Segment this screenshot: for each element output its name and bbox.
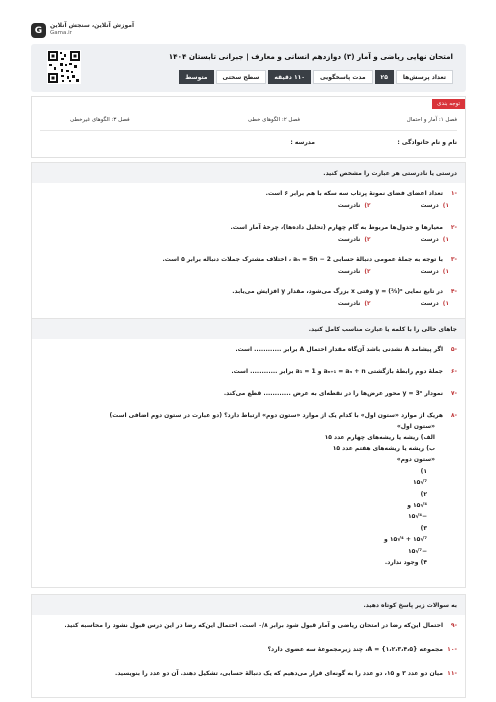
- column-2-item: ۲): [420, 491, 427, 498]
- question-2: [39, 223, 457, 247]
- question-text: جملهٔ دوم رابطهٔ بازگشتی aₙ₊₁ = aₙ + n و a₁ = 1 برابر ............ است.: [231, 368, 443, 375]
- question-number: -۷: [450, 390, 457, 397]
- question-5: [39, 345, 457, 357]
- question-count-label: تعداد پرسش‌ها: [396, 70, 453, 84]
- question-7: [39, 389, 457, 401]
- question-number: -۲: [450, 224, 457, 231]
- question-count-value: ۲۵: [375, 70, 394, 84]
- short-answer-section: [31, 594, 466, 698]
- option-number: ۱): [442, 269, 449, 275]
- question-number: -۵: [450, 346, 457, 353]
- question-number: -۱۱: [447, 670, 457, 677]
- column-2-item: ۳): [420, 525, 427, 532]
- question-text: نمودار y = 3ˣ محور عرض‌ها را در نقطه‌ای به عرض ............ قطع می‌کند.: [223, 390, 443, 397]
- chapter-2: فصل ۲: الگوهای خطی: [247, 117, 300, 123]
- question-number: -۴: [450, 288, 457, 295]
- duration-label: مدت پاسخگویی: [313, 70, 373, 84]
- question-text: هریک از موارد «ستون اول» با کدام یک از موارد «ستون دوم» ارتباط دارد؟ (دو عبارت در ستون دوم اضافی است): [109, 412, 443, 419]
- column-1-title: «ستون اول»: [396, 423, 435, 430]
- option-number: ۲): [364, 301, 371, 307]
- question-text: مجموعه {۱،۲،۳،۴،۵} = A، چند زیرمجموعهٔ سه عضوی دارد؟: [267, 646, 443, 653]
- column-2-title: «ستون دوم»: [396, 456, 435, 463]
- column-2-item: ⁴√۱۵ و: [407, 502, 427, 509]
- option-number: ۲): [364, 203, 371, 209]
- question-number: -۱: [450, 190, 457, 197]
- question-10: [39, 645, 457, 657]
- name-field-label: نام و نام خانوادگی :: [397, 139, 457, 146]
- section-title: جاهای خالی را با کلمه یا عبارت مناسب کامل کنید.: [32, 319, 465, 339]
- option-false[interactable]: نادرست: [337, 301, 361, 307]
- column-1-item: ب) ریشه یا ریشه‌های هفتم عدد ۱۵: [332, 445, 435, 452]
- answer-options: [338, 268, 449, 277]
- section-tag: توجه بندی: [432, 99, 465, 109]
- column-2-item: ۱): [420, 468, 427, 475]
- option-number: ۱): [442, 203, 449, 209]
- column-2-item: −⁷√۱۵: [407, 548, 427, 555]
- option-number: ۲): [364, 237, 371, 243]
- option-true[interactable]: درست: [420, 269, 439, 275]
- option-number: ۱): [442, 237, 449, 243]
- site-domain[interactable]: Gama.ir: [50, 30, 72, 36]
- option-number: ۱): [442, 301, 449, 307]
- answer-options: [338, 236, 449, 245]
- option-number: ۲): [364, 269, 371, 275]
- question-text: در تابع نمایی y = (⅔)ˣ وقتی x بزرگ می‌شود، مقدار y افزایش می‌یابد.: [232, 288, 443, 295]
- exam-title: امتحان نهایی ریاضی و آمار (۳) دوازدهم انسانی و معارف | جبرانی تابستان ۱۴۰۴: [168, 52, 453, 61]
- question-number: -۸: [450, 412, 457, 419]
- difficulty-label: سطح سختی: [216, 70, 267, 84]
- question-text: تعداد اعضای فضای نمونهٔ پرتاب سه سکه با هم برابر ۶ است.: [265, 190, 443, 197]
- option-true[interactable]: درست: [420, 301, 439, 307]
- section-title: به سوالات زیر پاسخ کوتاه دهید.: [32, 595, 465, 615]
- question-1: [39, 189, 457, 213]
- question-number: -۹: [450, 622, 457, 629]
- fill-blank-section: [31, 318, 466, 588]
- question-text: با توجه به جملهٔ عمومی دنبالهٔ حسابی aₙ = 5n − 2 ، اختلاف مشترک جملات دنباله برابر ۵ است.: [162, 256, 443, 263]
- section-title: درستی یا نادرستی هر عبارت را مشخص کنید.: [32, 163, 465, 183]
- question-number: -۶: [450, 368, 457, 375]
- question-text: معیارها و جدول‌ها مربوط به گام چهارم (تحلیل داده‌ها)، چرخهٔ آمار است.: [230, 224, 443, 231]
- question-4: [39, 287, 457, 311]
- question-9: [39, 621, 457, 633]
- qr-code-icon: [47, 50, 81, 84]
- school-field-label: مدرسه :: [290, 139, 315, 146]
- chapter-3: فصل ۳: الگوهای غیرخطی: [70, 117, 130, 123]
- answer-options: [338, 202, 449, 211]
- question-3: [39, 255, 457, 279]
- gama-logo-icon: G: [31, 23, 46, 38]
- question-8: [39, 411, 457, 581]
- question-6: [39, 367, 457, 379]
- site-slogan: آموزش آنلاین، سنجش آنلاین: [50, 22, 135, 29]
- option-true[interactable]: درست: [420, 237, 439, 243]
- difficulty-value: متوسط: [179, 70, 213, 84]
- question-text: احتمال این‌که رضا در امتحان ریاضی و آمار قبول شود برابر ۰/۸ است. احتمال این‌که رضا در این درس قبول نشود را محاسبه کنید.: [64, 622, 443, 629]
- student-info-card: [31, 96, 466, 158]
- question-number: -۱۰: [447, 646, 457, 653]
- column-2-item: ۴) وجود ندارد.: [384, 559, 427, 566]
- answer-options: [338, 300, 449, 309]
- exam-meta-row: [179, 70, 453, 84]
- option-true[interactable]: درست: [420, 203, 439, 209]
- option-false[interactable]: نادرست: [337, 269, 361, 275]
- duration-value: ۱۱۰ دقیقه: [268, 70, 311, 84]
- question-11: [39, 669, 457, 681]
- true-false-section: [31, 162, 466, 322]
- divider: [40, 130, 457, 131]
- column-1-item: الف) ریشه یا ریشه‌های چهارم عدد ۱۵: [324, 434, 435, 441]
- option-false[interactable]: نادرست: [337, 203, 361, 209]
- column-2-item: ⁷√۱۵ + ⁴√۱۵ و: [383, 536, 427, 543]
- column-2-item: −⁴√۱۵: [407, 513, 427, 520]
- question-number: -۳: [450, 256, 457, 263]
- chapter-1: فصل ۱: آمار و احتمال: [406, 117, 457, 123]
- top-bar: [0, 0, 496, 36]
- option-false[interactable]: نادرست: [337, 237, 361, 243]
- column-2-item: ⁷√۱۵: [413, 479, 427, 486]
- question-text: میان دو عدد ۳ و ۱۵، دو عدد را به گونه‌ای قرار می‌دهیم که یک دنبالهٔ حسابی، تشکیل دهند. آن دو عدد را بنویسید.: [115, 670, 443, 677]
- question-text: اگر پیشامد A نشدنی باشد آن‌گاه مقدار احتمال A برابر ............ است.: [235, 346, 443, 353]
